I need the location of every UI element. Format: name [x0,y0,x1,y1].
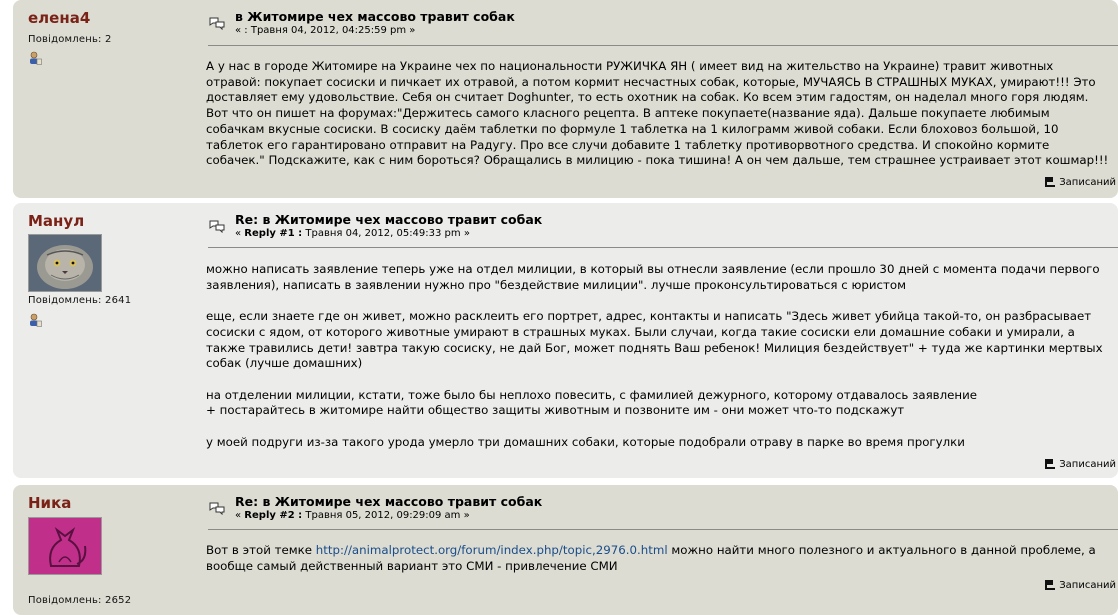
post-count: Повідомлень: 2652 [28,595,132,606]
profile-icon[interactable] [28,313,42,327]
post-subject[interactable]: в Житомире чех массово травит собак [235,9,515,24]
report-icon [1044,458,1056,470]
post-subject[interactable]: Re: в Житомире чех массово травит собак [235,212,543,227]
post-paragraph: можно написать заявление теперь уже на отдел милиции, в который вы отнесли заявление (если прошло 30 дней с момента подачи первого заявления), написать в заявлении нужно про "бездействие милиции". лучше проконсультироваться с юристом [206,262,1100,292]
post-meta [235,25,415,36]
body-text-segment: Вот в этой темке [206,543,316,557]
post-body [206,543,1111,574]
post-count: Повідомлень: 2641 [28,295,132,306]
post-2 [13,203,1118,478]
post-subject[interactable]: Re: в Житомире чех массово травит собак [235,494,543,509]
report-link[interactable] [1044,458,1116,470]
post-1 [13,0,1118,198]
post-divider [208,247,1118,248]
post-count: Повідомлень: 2 [28,34,112,45]
meta-prefix: « [235,25,245,36]
poster-name[interactable]: елена4 [28,9,91,27]
body-text-segment: можно найти много полезного и актуального в данной проблеме, а вообще самый действенный вариант это СМИ - привлечение СМИ [206,543,1096,573]
poster-name[interactable]: Ника [28,494,72,512]
report-label[interactable]: Записаний [1059,176,1116,188]
post-paragraph: на отделении милиции, кстати, тоже было бы неплохо повесить, с фамилией дежурного, которому отдавалось заявление + постарайтесь в житомире найти общество защиты животным и позвоните им - они может что-то подскажут [206,387,978,418]
post-body [206,262,1111,450]
reply-number: Reply #1 : [244,228,303,239]
post-paragraph: еще, если знаете где он живет, можно расклеить его портрет, адрес, контакты и написать "Здесь живет убийца такой-то, он разбрасывает сосиски с ядом, от которого животные умирают в страшных муках. Были случаи, когда такие сосиски ели домашние собаки и умирали, а также травились дети! завтра такую сосиску, не дай Бог, может поднять Ваш ребенок! Милиция бездействует" + туда же картинки мертвых собак (лучше домашних) [206,309,1103,371]
report-icon [1044,176,1056,188]
report-label[interactable]: Записаний [1059,579,1116,591]
topic-icon [208,501,226,515]
topic-icon [208,16,226,30]
post-divider [208,45,1118,46]
report-link[interactable] [1044,176,1116,188]
post-meta [235,510,470,521]
pink-cat-avatar [28,517,102,575]
reply-number: Reply #2 : [244,510,303,521]
post-paragraph: у моей подруги из-за такого урода умерло три домашних собаки, которые подобрали отраву в парке во время прогулки [206,434,965,449]
meta-prefix: « [235,228,245,239]
report-label[interactable]: Записаний [1059,458,1116,470]
post-divider [208,529,1118,530]
topic-icon [208,219,226,233]
report-link[interactable] [1044,579,1116,591]
profile-icon[interactable] [28,51,42,65]
poster-name[interactable]: Манул [28,212,85,230]
manul-cat-avatar [28,234,102,292]
post-date: : Травня 04, 2012, 04:25:59 pm » [244,25,416,36]
post-body [206,59,1111,169]
post-meta [235,228,470,239]
report-icon [1044,579,1056,591]
post-paragraph [206,543,1111,574]
post-date: Травня 05, 2012, 09:29:09 am » [302,510,470,521]
meta-prefix: « [235,510,245,521]
post-3 [13,485,1118,615]
topic-link[interactable]: http://animalprotect.org/forum/index.php/topic,2976.0.html [315,543,668,557]
post-date: Травня 04, 2012, 05:49:33 pm » [302,228,470,239]
post-paragraph: А у нас в городе Житомире на Украине чех по национальности РУЖИЧКА ЯН ( имеет вид на жительство на Украине) травит животных отравой: покупает сосиски и пичкает их отравой, а потом кормит несчастных собак, которые, МУЧАЯСЬ В СТРАШНЫХ МУКАХ, умирают!!! Это доставляет ему удовольствие. Себя он считает Doghunter, то есть охотник на собак. Ко всем этим гадостям, он наделал много горя людям. Вот что он пишет на форумах:"Держитесь самого класного рецепта. В аптеке покупаете(название яда). Дальше покупаете любимым собачкам вкусные сосиски. В сосиску даём таблетки по формуле 1 таблетка на 1 килограмм живой собаки. Если блоховоз большой, 10 таблеток его гарантировано отправит на Радугу. Про все случи добавите 1 таблетку противорвотного средства. И спокойно кормите собачек." Подскажите, как с ним бороться? Обращались в милицию - пока тишина! А он чем дальше, тем страшнее устраивает этот кошмар!!! [206,59,1109,168]
